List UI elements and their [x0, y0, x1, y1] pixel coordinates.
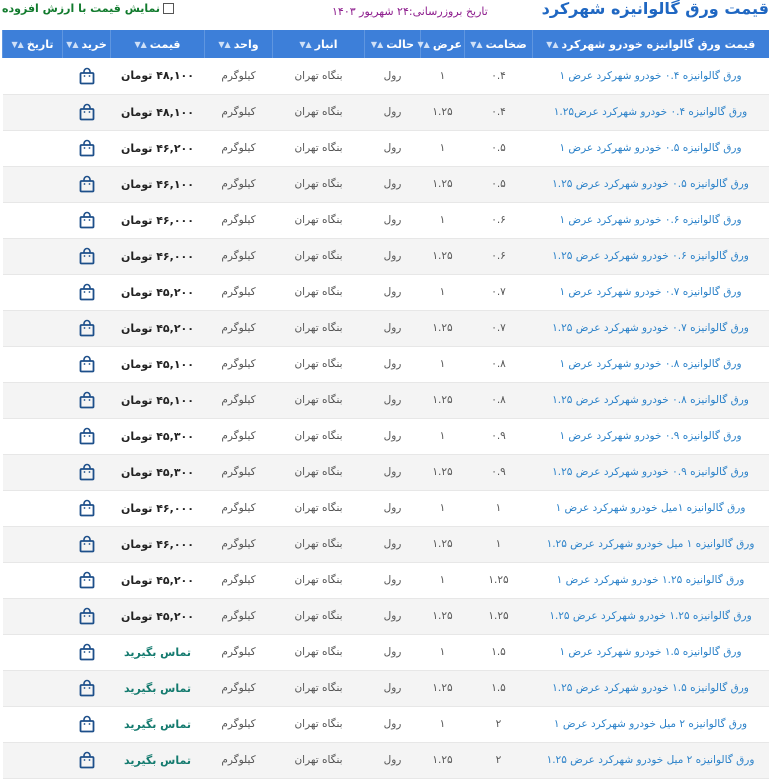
thickness-cell: ۱.۲۵: [488, 574, 509, 586]
price-cell: ۴۶,۰۰۰ تومان: [121, 213, 194, 227]
table-header-row: [3, 30, 769, 58]
warehouse-cell: بنگاه تهران: [294, 106, 343, 118]
shopping-bag-icon[interactable]: [79, 427, 95, 445]
price-cell: ۴۵,۲۰۰ تومان: [121, 573, 194, 587]
buy-cell: [63, 526, 111, 562]
thickness-cell: ۰.۷: [491, 286, 506, 298]
col-header-buy[interactable]: [63, 30, 111, 58]
buy-cell: [63, 310, 111, 346]
price-cell: ۴۶,۰۰۰ تومان: [121, 501, 194, 515]
buy-cell: [63, 202, 111, 238]
sort-icon: ▲▼: [66, 40, 79, 49]
thickness-cell: ۱.۲۵: [488, 610, 509, 622]
price-cell: ۴۵,۳۰۰ تومان: [121, 429, 194, 443]
width-cell: ۱: [439, 574, 446, 586]
warehouse-cell: بنگاه تهران: [294, 394, 343, 406]
thickness-cell: ۱: [495, 502, 502, 514]
product-link[interactable]: ورق گالوانیزه ۰.۴ خودرو شهرکرد عرض ۱: [559, 69, 742, 82]
shopping-bag-icon[interactable]: [79, 103, 95, 121]
chart-cell: [3, 310, 63, 346]
shopping-bag-icon[interactable]: [79, 679, 95, 697]
buy-cell: [63, 238, 111, 274]
update-date: تاریخ بروزرسانی:۲۴ شهریور ۱۴۰۳: [332, 5, 488, 18]
col-header-product[interactable]: [533, 30, 769, 58]
buy-cell: [63, 58, 111, 94]
unit-cell: کیلوگرم: [221, 358, 256, 370]
col-header-form[interactable]: [365, 30, 421, 58]
buy-cell: [63, 490, 111, 526]
thickness-cell: ۰.۶: [491, 250, 506, 262]
col-header-warehouse-label: انبار: [314, 37, 338, 51]
unit-cell: کیلوگرم: [221, 286, 256, 298]
thickness-cell: ۱.۵: [491, 646, 506, 658]
width-cell: ۱.۲۵: [432, 610, 453, 622]
shopping-bag-icon[interactable]: [79, 139, 95, 157]
sort-icon: ▲▼: [417, 40, 430, 49]
sort-icon: ▲▼: [218, 40, 231, 49]
thickness-cell: ۰.۹: [491, 466, 506, 478]
col-header-product-label: قیمت ورق گالوانیزه خودرو شهرکرد: [561, 37, 756, 51]
buy-cell: [63, 454, 111, 490]
width-cell: ۱: [439, 142, 446, 154]
shopping-bag-icon[interactable]: [79, 499, 95, 517]
thickness-cell: ۰.۶: [491, 214, 506, 226]
shopping-bag-icon[interactable]: [79, 463, 95, 481]
unit-cell: کیلوگرم: [221, 430, 256, 442]
price-cell: ۴۵,۱۰۰ تومان: [121, 357, 194, 371]
unit-cell: کیلوگرم: [221, 178, 256, 190]
warehouse-cell: بنگاه تهران: [294, 538, 343, 550]
col-header-buy-label: خرید: [81, 37, 107, 51]
table-row: [3, 130, 769, 166]
shopping-bag-icon[interactable]: [79, 67, 95, 85]
form-cell: رول: [383, 358, 402, 370]
thickness-cell: ۰.۴: [491, 106, 506, 118]
width-cell: ۱.۲۵: [432, 682, 453, 694]
price-table: [2, 30, 769, 779]
thickness-cell: ۱: [495, 538, 502, 550]
product-link[interactable]: ورق گالوانیزه ۱.۵ خودرو شهرکرد عرض ۱: [559, 646, 742, 658]
price-cell: تماس بگیرید: [124, 717, 191, 731]
form-cell: رول: [383, 718, 402, 730]
product-link[interactable]: ورق گالوانیزه ۰.۴ خودرو شهرکرد عرض۱.۲۵: [553, 106, 748, 118]
price-cell: ۴۶,۰۰۰ تومان: [121, 249, 194, 263]
warehouse-cell: بنگاه تهران: [294, 178, 343, 190]
col-header-date-label: تاریخ: [26, 37, 54, 51]
unit-cell: کیلوگرم: [221, 106, 256, 118]
chart-cell: [3, 418, 63, 454]
thickness-cell: ۲: [495, 718, 502, 730]
warehouse-cell: بنگاه تهران: [294, 322, 343, 334]
chart-cell: [3, 58, 63, 94]
form-cell: رول: [383, 286, 402, 298]
table-row: [3, 238, 769, 274]
form-cell: رول: [383, 322, 402, 334]
product-link[interactable]: ورق گالوانیزه ۱میل خودرو شهرکرد عرض ۱: [555, 502, 746, 514]
shopping-bag-icon[interactable]: [79, 571, 95, 589]
price-cell: تماس بگیرید: [124, 645, 191, 659]
unit-cell: کیلوگرم: [221, 466, 256, 478]
product-link[interactable]: ورق گالوانیزه ۱.۲۵ خودرو شهرکرد عرض ۱: [556, 574, 745, 586]
price-cell: ۴۶,۰۰۰ تومان: [121, 537, 194, 551]
chart-cell: [3, 382, 63, 418]
product-link[interactable]: ورق گالوانیزه ۱ میل خودرو شهرکرد عرض ۱.۲۵: [546, 538, 755, 550]
col-header-unit[interactable]: [205, 30, 273, 58]
form-cell: رول: [383, 754, 402, 766]
table-row: [3, 454, 769, 490]
price-cell: تماس بگیرید: [124, 753, 191, 767]
warehouse-cell: بنگاه تهران: [294, 214, 343, 226]
product-link[interactable]: ورق گالوانیزه ۰.۶ خودرو شهرکرد عرض ۱.۲۵: [552, 250, 749, 262]
width-cell: ۱.۲۵: [432, 466, 453, 478]
warehouse-cell: بنگاه تهران: [294, 69, 343, 82]
product-link[interactable]: ورق گالوانیزه ۰.۵ خودرو شهرکرد عرض ۱.۲۵: [552, 178, 749, 190]
sort-icon: ▲▼: [470, 40, 483, 49]
width-cell: ۱.۲۵: [432, 106, 453, 118]
shopping-bag-icon[interactable]: [79, 535, 95, 553]
warehouse-cell: بنگاه تهران: [294, 682, 343, 694]
buy-cell: [63, 382, 111, 418]
thickness-cell: ۰.۵: [491, 142, 506, 154]
unit-cell: کیلوگرم: [221, 142, 256, 154]
product-link[interactable]: ورق گالوانیزه ۲ میل خودرو شهرکرد عرض ۱: [553, 718, 748, 730]
sort-icon: ▲▼: [134, 40, 147, 49]
unit-cell: کیلوگرم: [221, 538, 256, 550]
product-link[interactable]: ورق گالوانیزه ۰.۷ خودرو شهرکرد عرض ۱: [559, 286, 742, 298]
form-cell: رول: [383, 214, 402, 226]
price-cell: ۴۵,۲۰۰ تومان: [121, 321, 194, 335]
thickness-cell: ۰.۴: [491, 69, 506, 82]
table-row: [3, 274, 769, 310]
form-cell: رول: [383, 502, 402, 514]
price-cell: ۴۵,۲۰۰ تومان: [121, 609, 194, 623]
form-cell: رول: [383, 142, 402, 154]
table-row: [3, 742, 769, 778]
form-cell: رول: [383, 682, 402, 694]
chart-cell: [3, 670, 63, 706]
form-cell: رول: [383, 69, 402, 82]
product-link[interactable]: ورق گالوانیزه ۰.۶ خودرو شهرکرد عرض ۱: [559, 214, 742, 226]
thickness-cell: ۰.۷: [491, 322, 506, 334]
width-cell: ۱: [439, 430, 446, 442]
table-row: [3, 310, 769, 346]
buy-cell: [63, 94, 111, 130]
chart-cell: [3, 562, 63, 598]
warehouse-cell: بنگاه تهران: [294, 250, 343, 262]
table-row: [3, 94, 769, 130]
buy-cell: [63, 670, 111, 706]
buy-cell: [63, 274, 111, 310]
page-title: قیمت ورق گالوانیزه شهرکرد: [541, 0, 769, 18]
buy-cell: [63, 598, 111, 634]
width-cell: ۱.۲۵: [432, 394, 453, 406]
table-row: [3, 670, 769, 706]
table-row: [3, 634, 769, 670]
product-link[interactable]: ورق گالوانیزه ۰.۹ خودرو شهرکرد عرض ۱: [559, 430, 742, 442]
thickness-cell: ۱.۵: [491, 682, 506, 694]
buy-cell: [63, 346, 111, 382]
buy-cell: [63, 562, 111, 598]
table-row: [3, 706, 769, 742]
product-link[interactable]: ورق گالوانیزه ۰.۷ خودرو شهرکرد عرض ۱.۲۵: [552, 322, 749, 334]
product-link[interactable]: ورق گالوانیزه ۰.۸ خودرو شهرکرد عرض ۱.۲۵: [552, 394, 749, 406]
col-header-warehouse[interactable]: [273, 30, 365, 58]
price-cell: ۴۵,۱۰۰ تومان: [121, 393, 194, 407]
price-cell: ۴۵,۳۰۰ تومان: [121, 465, 194, 479]
col-header-form-label: حالت: [386, 37, 415, 51]
chart-cell: [3, 202, 63, 238]
unit-cell: کیلوگرم: [221, 214, 256, 226]
width-cell: ۱: [439, 214, 446, 226]
buy-cell: [63, 742, 111, 778]
price-cell: ۴۶,۱۰۰ تومان: [121, 177, 194, 191]
width-cell: ۱: [439, 69, 446, 82]
price-cell: تماس بگیرید: [124, 681, 191, 695]
price-cell: ۴۸,۱۰۰ تومان: [121, 69, 194, 83]
unit-cell: کیلوگرم: [221, 682, 256, 694]
chart-cell: [3, 634, 63, 670]
chart-cell: [3, 166, 63, 202]
col-header-thickness-label: ضخامت: [485, 37, 527, 51]
warehouse-cell: بنگاه تهران: [294, 502, 343, 514]
table-row: [3, 166, 769, 202]
warehouse-cell: بنگاه تهران: [294, 646, 343, 658]
product-link[interactable]: ورق گالوانیزه ۱.۵ خودرو شهرکرد عرض ۱.۲۵: [552, 682, 749, 694]
unit-cell: کیلوگرم: [221, 502, 256, 514]
buy-cell: [63, 166, 111, 202]
table-row: [3, 202, 769, 238]
unit-cell: کیلوگرم: [221, 322, 256, 334]
table-row: [3, 418, 769, 454]
product-link[interactable]: ورق گالوانیزه ۰.۵ خودرو شهرکرد عرض ۱: [559, 142, 742, 154]
thickness-cell: ۰.۵: [491, 178, 506, 190]
shopping-bag-icon[interactable]: [79, 247, 95, 265]
col-header-date[interactable]: [3, 30, 63, 58]
price-cell: ۴۵,۲۰۰ تومان: [121, 285, 194, 299]
warehouse-cell: بنگاه تهران: [294, 142, 343, 154]
form-cell: رول: [383, 106, 402, 118]
unit-cell: کیلوگرم: [221, 69, 256, 82]
table-row: [3, 598, 769, 634]
col-header-unit-label: واحد: [233, 37, 259, 51]
table-row: [3, 58, 769, 94]
chart-cell: [3, 94, 63, 130]
chart-cell: [3, 238, 63, 274]
sort-icon: ▲▼: [299, 40, 312, 49]
unit-cell: کیلوگرم: [221, 646, 256, 658]
col-header-price[interactable]: [111, 30, 205, 58]
vat-checkbox[interactable]: [163, 3, 174, 14]
sort-icon: ▲▼: [11, 40, 24, 49]
width-cell: ۱.۲۵: [432, 538, 453, 550]
chart-cell: [3, 490, 63, 526]
chart-cell: [3, 346, 63, 382]
product-link[interactable]: ورق گالوانیزه ۲ میل خودرو شهرکرد عرض ۱.۲۵: [546, 754, 755, 766]
form-cell: رول: [383, 574, 402, 586]
warehouse-cell: بنگاه تهران: [294, 610, 343, 622]
product-link[interactable]: ورق گالوانیزه ۰.۹ خودرو شهرکرد عرض ۱.۲۵: [552, 466, 749, 478]
thickness-cell: ۰.۹: [491, 430, 506, 442]
width-cell: ۱.۲۵: [432, 250, 453, 262]
warehouse-cell: بنگاه تهران: [294, 286, 343, 298]
unit-cell: کیلوگرم: [221, 574, 256, 586]
warehouse-cell: بنگاه تهران: [294, 358, 343, 370]
page-header: [0, 0, 783, 30]
width-cell: ۱: [439, 502, 446, 514]
chart-cell: [3, 742, 63, 778]
chart-cell: [3, 706, 63, 742]
width-cell: ۱: [439, 286, 446, 298]
form-cell: رول: [383, 178, 402, 190]
shopping-bag-icon[interactable]: [79, 391, 95, 409]
table-row: [3, 526, 769, 562]
product-link[interactable]: ورق گالوانیزه ۱.۲۵ خودرو شهرکرد عرض ۱.۲۵: [549, 610, 752, 622]
form-cell: رول: [383, 538, 402, 550]
chart-cell: [3, 130, 63, 166]
chart-cell: [3, 598, 63, 634]
shopping-bag-icon[interactable]: [79, 319, 95, 337]
sort-icon: ▲▼: [370, 40, 384, 49]
thickness-cell: ۲: [495, 754, 502, 766]
shopping-bag-icon[interactable]: [79, 751, 95, 769]
unit-cell: کیلوگرم: [221, 394, 256, 406]
form-cell: رول: [383, 610, 402, 622]
buy-cell: [63, 418, 111, 454]
buy-cell: [63, 706, 111, 742]
width-cell: ۱.۲۵: [432, 322, 453, 334]
unit-cell: کیلوگرم: [221, 718, 256, 730]
shopping-bag-icon[interactable]: [79, 211, 95, 229]
vat-checkbox-label: نمایش قیمت با ارزش افزوده: [2, 2, 161, 15]
unit-cell: کیلوگرم: [221, 754, 256, 766]
warehouse-cell: بنگاه تهران: [294, 574, 343, 586]
shopping-bag-icon[interactable]: [79, 607, 95, 625]
col-header-width[interactable]: [417, 30, 465, 58]
vat-toggle[interactable]: [2, 2, 174, 15]
chart-cell: [3, 526, 63, 562]
thickness-cell: ۰.۸: [491, 394, 506, 406]
price-cell: ۴۶,۲۰۰ تومان: [121, 141, 194, 155]
width-cell: ۱: [439, 358, 446, 370]
buy-cell: [63, 130, 111, 166]
chart-cell: [3, 454, 63, 490]
shopping-bag-icon[interactable]: [79, 715, 95, 733]
unit-cell: کیلوگرم: [221, 610, 256, 622]
table-row: [3, 346, 769, 382]
form-cell: رول: [383, 646, 402, 658]
chart-cell: [3, 274, 63, 310]
form-cell: رول: [383, 466, 402, 478]
shopping-bag-icon[interactable]: [79, 643, 95, 661]
thickness-cell: ۰.۸: [491, 358, 506, 370]
warehouse-cell: بنگاه تهران: [294, 718, 343, 730]
width-cell: ۱.۲۵: [432, 178, 453, 190]
col-header-price-label: قیمت: [149, 37, 181, 51]
shopping-bag-icon[interactable]: [79, 175, 95, 193]
width-cell: ۱.۲۵: [432, 754, 453, 766]
unit-cell: کیلوگرم: [221, 250, 256, 262]
table-body: [3, 58, 769, 778]
sort-icon: ▲▼: [546, 40, 559, 49]
warehouse-cell: بنگاه تهران: [294, 754, 343, 766]
table-row: [3, 562, 769, 598]
warehouse-cell: بنگاه تهران: [294, 466, 343, 478]
buy-cell: [63, 634, 111, 670]
price-cell: ۴۸,۱۰۰ تومان: [121, 105, 194, 119]
form-cell: رول: [383, 250, 402, 262]
shopping-bag-icon[interactable]: [79, 283, 95, 301]
table-row: [3, 490, 769, 526]
warehouse-cell: بنگاه تهران: [294, 430, 343, 442]
width-cell: ۱: [439, 646, 446, 658]
col-header-width-label: عرض: [432, 37, 462, 51]
table-row: [3, 382, 769, 418]
col-header-thickness[interactable]: [465, 30, 533, 58]
width-cell: ۱: [439, 718, 446, 730]
form-cell: رول: [383, 430, 402, 442]
form-cell: رول: [383, 394, 402, 406]
shopping-bag-icon[interactable]: [79, 355, 95, 373]
product-link[interactable]: ورق گالوانیزه ۰.۸ خودرو شهرکرد عرض ۱: [559, 358, 742, 370]
